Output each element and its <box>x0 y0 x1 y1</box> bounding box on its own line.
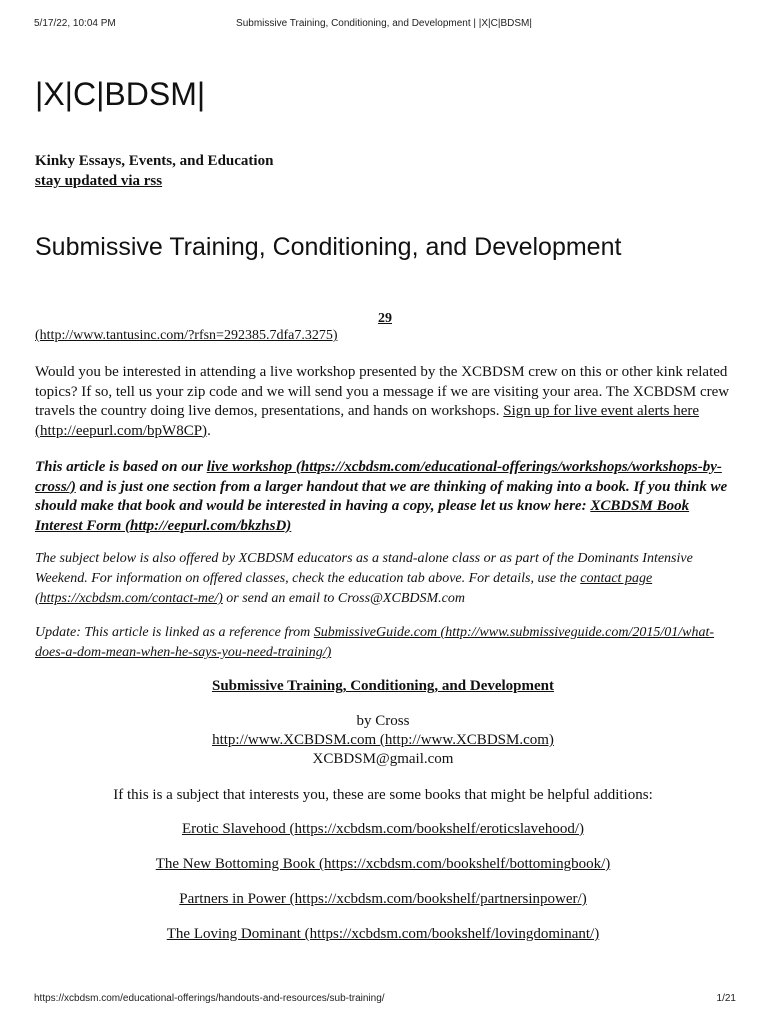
based-on-paragraph: This article is based on our live workshop (https://xcbdsm.com/educational-offerings/workshops/workshops-by-cross/) and is just one section from a larger handout that we are thinking of making into a book. If you think we should make that book and would be interested in having a copy, please let us know here: XCBDSM Book Interest Form (http://eepurl.com/bkzhsD) <box>35 459 728 534</box>
share-count[interactable]: 29 <box>378 311 392 326</box>
books-intro: If this is a subject that interests you, these are some books that might be helpful additions: <box>113 787 653 803</box>
byline: by Cross <box>356 713 410 729</box>
xcbdsm-site-link[interactable]: http://www.XCBDSM.com (http://www.XCBDSM.com) <box>212 732 554 748</box>
book-link[interactable]: The Loving Dominant (https://xcbdsm.com/bookshelf/lovingdominant/) <box>166 926 600 942</box>
update-paragraph: Update: This article is linked as a reference from SubmissiveGuide.com (http://www.submissiveguide.com/2015/01/what-does-a-dom-mean-when-he-says-you-need-training/) <box>35 625 715 660</box>
live-workshop-link[interactable]: live workshop (https://xcbdsm.com/educational-offerings/workshops/workshops-by-cross/) <box>35 459 722 495</box>
book-link[interactable]: The New Bottoming Book (https://xcbdsm.com/bookshelf/bottomingbook/) <box>155 856 611 872</box>
tantus-link[interactable]: (http://www.tantusinc.com/?rfsn=292385.7dfa7.3275) <box>35 328 338 343</box>
book-interest-form-link[interactable]: XCBDSM Book Interest Form (http://eepurl.com/bkzhsD) <box>35 498 690 534</box>
print-tab-title: Submissive Training, Conditioning, and Development | |X|C|BDSM| <box>236 18 532 29</box>
section-heading: Submissive Training, Conditioning, and Development <box>211 678 555 694</box>
workshop-paragraph: Would you be interested in attending a live workshop presented by the XCBDSM crew on this or other kink related topics? If so, tell us your zip code and we will send you a message if we are visiting your area. The XCBDSM crew travels the country doing live demos, presentations, and hands on workshops. Sign up for live event alerts here (http://eepurl.com/bpW8CP). <box>35 364 730 439</box>
rss-link[interactable]: stay updated via rss <box>35 173 163 189</box>
page-number: 1/21 <box>716 993 736 1004</box>
book-link[interactable]: Partners in Power (https://xcbdsm.com/bookshelf/partnersinpower/) <box>179 891 587 907</box>
contact-page-link[interactable]: contact page (https://xcbdsm.com/contact-me/) <box>35 571 653 606</box>
contact-email: XCBDSM@gmail.com <box>312 751 454 767</box>
live-event-alerts-link[interactable]: Sign up for live event alerts here (http://eepurl.com/bpW8CP) <box>35 403 700 439</box>
print-url: https://xcbdsm.com/educational-offerings/handouts-and-resources/sub-training/ <box>34 993 385 1004</box>
article-title: Submissive Training, Conditioning, and Development <box>35 233 622 261</box>
workshop-text: Would you be interested in attending a live workshop presented by the XCBDSM crew on this or other kink related topics? If so, tell us your zip code and we will send you a message if we are visiting your area. The XCBDSM crew travels the country doing live demos, presentations, and hands on workshops. <box>35 364 730 419</box>
site-title[interactable]: |X|C|BDSM| <box>35 76 206 112</box>
site-tagline: Kinky Essays, Events, and Education <box>35 153 274 169</box>
print-datetime: 5/17/22, 10:04 PM <box>34 18 116 29</box>
submissive-guide-link[interactable]: SubmissiveGuide.com (http://www.submissiveguide.com/2015/01/what-does-a-dom-mean-when-he-says-you-need-training/) <box>35 625 715 660</box>
book-link[interactable]: Erotic Slavehood (https://xcbdsm.com/bookshelf/eroticslavehood/) <box>181 821 584 837</box>
offered-paragraph: The subject below is also offered by XCBDSM educators as a stand-alone class or as part of the Dominants Intensive Weekend. For information on offered classes, check the education tab above. For details, use the contact page (https://xcbdsm.com/contact-me/) or send an email to Cross@XCBDSM.com <box>35 551 693 606</box>
